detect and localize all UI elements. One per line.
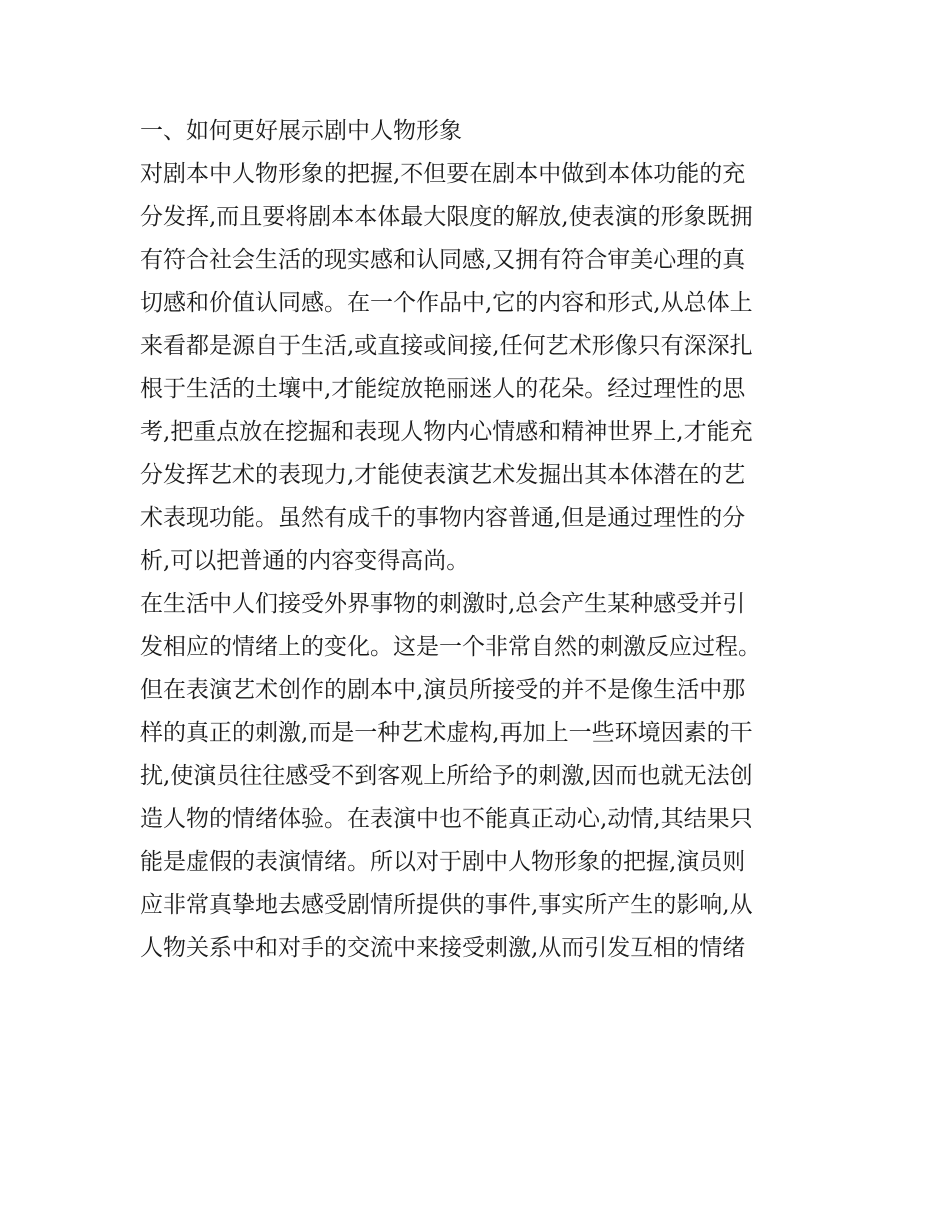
paragraph-line: 人物关系中和对手的交流中来接受刺激,从而引发互相的情绪	[140, 935, 746, 961]
paragraph-line: 术表现功能。虽然有成千的事物内容普通,但是通过理性的分	[140, 505, 746, 531]
paragraph-line: 根于生活的土壤中,才能绽放艳丽迷人的花朵。经过理性的思	[140, 376, 746, 402]
paragraph-line: 切感和价值认同感。在一个作品中,它的内容和形式,从总体上	[140, 290, 753, 316]
paragraph-line: 造人物的情绪体验。在表演中也不能真正动心,动情,其结果只	[140, 806, 753, 832]
paragraph-line: 来看都是源自于生活,或直接或间接,任何艺术形像只有深深扎	[140, 333, 753, 359]
paragraph-line: 应非常真挚地去感受剧情所提供的事件,事实所产生的影响,从	[140, 892, 753, 918]
paragraph-line: 分发挥,而且要将剧本本体最大限度的解放,使表演的形象既拥	[140, 204, 753, 230]
paragraph-line: 样的真正的刺激,而是一种艺术虚构,再加上一些环境因素的干	[140, 720, 753, 746]
paragraph-line: 扰,使演员往往感受不到客观上所给予的刺激,因而也就无法创	[140, 763, 753, 789]
paragraph-line: 能是虚假的表演情绪。所以对于剧中人物形象的把握,演员则	[140, 849, 746, 875]
paragraph-1	[140, 153, 810, 583]
paragraph-line: 在生活中人们接受外界事物的刺激时,总会产生某种感受并引	[140, 591, 746, 617]
paragraph-line: 但在表演艺术创作的剧本中,演员所接受的并不是像生活中那	[140, 677, 746, 703]
section-heading: 一、如何更好展示剧中人物形象	[140, 118, 462, 144]
paragraph-line: 分发挥艺术的表现力,才能使表演艺术发掘出其本体潜在的艺	[140, 462, 746, 488]
paragraph-line: 对剧本中人物形象的把握,不但要在剧本中做到本体功能的充	[140, 161, 746, 187]
document-body	[140, 110, 810, 970]
paragraph-line: 有符合社会生活的现实感和认同感,又拥有符合审美心理的真	[140, 247, 746, 273]
paragraph-line: 发相应的情绪上的变化。这是一个非常自然的刺激反应过程。	[140, 634, 761, 660]
paragraph-2	[140, 583, 810, 970]
paragraph-line: 析,可以把普通的内容变得高尚。	[140, 548, 470, 574]
paragraph-line: 考,把重点放在挖掘和表现人物内心情感和精神世界上,才能充	[140, 419, 753, 445]
